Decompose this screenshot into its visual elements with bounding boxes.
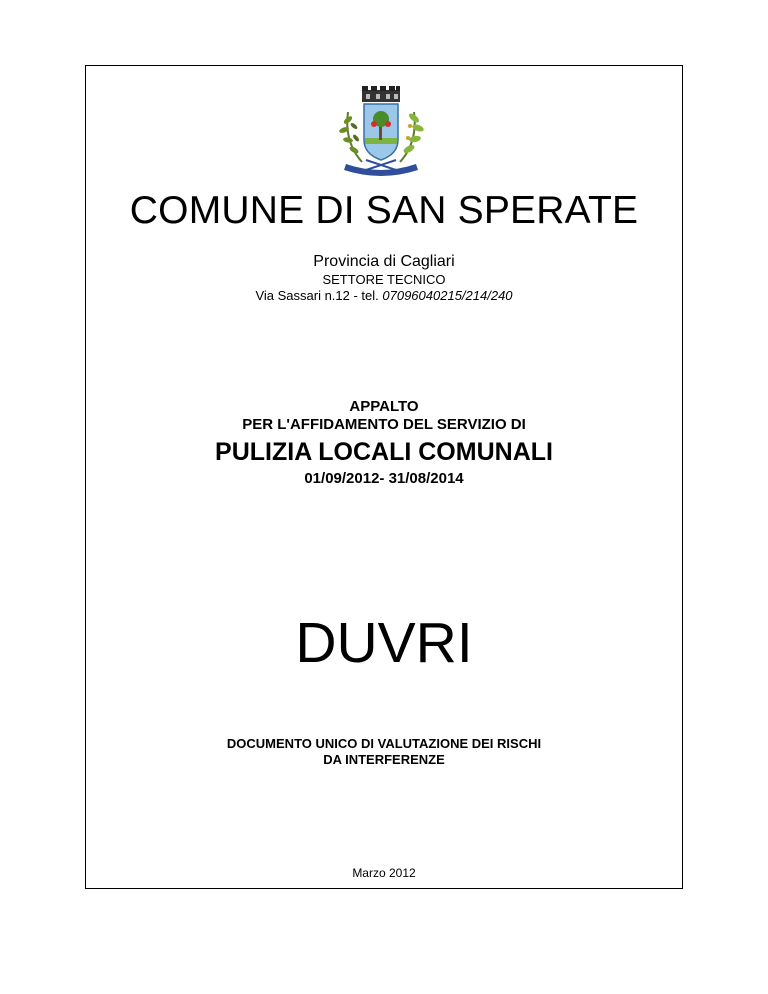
document-full-name-line1: DOCUMENTO UNICO DI VALUTAZIONE DEI RISCHI bbox=[226, 736, 542, 751]
province-label: Provincia di Cagliari bbox=[313, 253, 455, 270]
service-title: PULIZIA LOCALI COMUNALI bbox=[215, 438, 553, 466]
contract-period: 01/09/2012- 31/08/2014 bbox=[304, 470, 464, 487]
address-line bbox=[85, 288, 683, 304]
document-acronym: DUVRI bbox=[295, 611, 473, 675]
crown-icon bbox=[362, 86, 400, 102]
contract-subheading: PER L'AFFIDAMENTO DEL SERVIZIO DI bbox=[242, 416, 526, 433]
phone-number: 07096040215/214/240 bbox=[382, 288, 513, 303]
document-full-name-line2: DA INTERFERENZE bbox=[323, 752, 445, 767]
document-date: Marzo 2012 bbox=[352, 866, 416, 880]
page-title: COMUNE DI SAN SPERATE bbox=[129, 189, 639, 232]
contract-heading: APPALTO bbox=[349, 398, 419, 415]
municipal-crest-icon bbox=[326, 82, 436, 182]
department-label: SETTORE TECNICO bbox=[322, 272, 446, 287]
address-text: Via Sassari n.12 - tel. bbox=[255, 288, 383, 303]
